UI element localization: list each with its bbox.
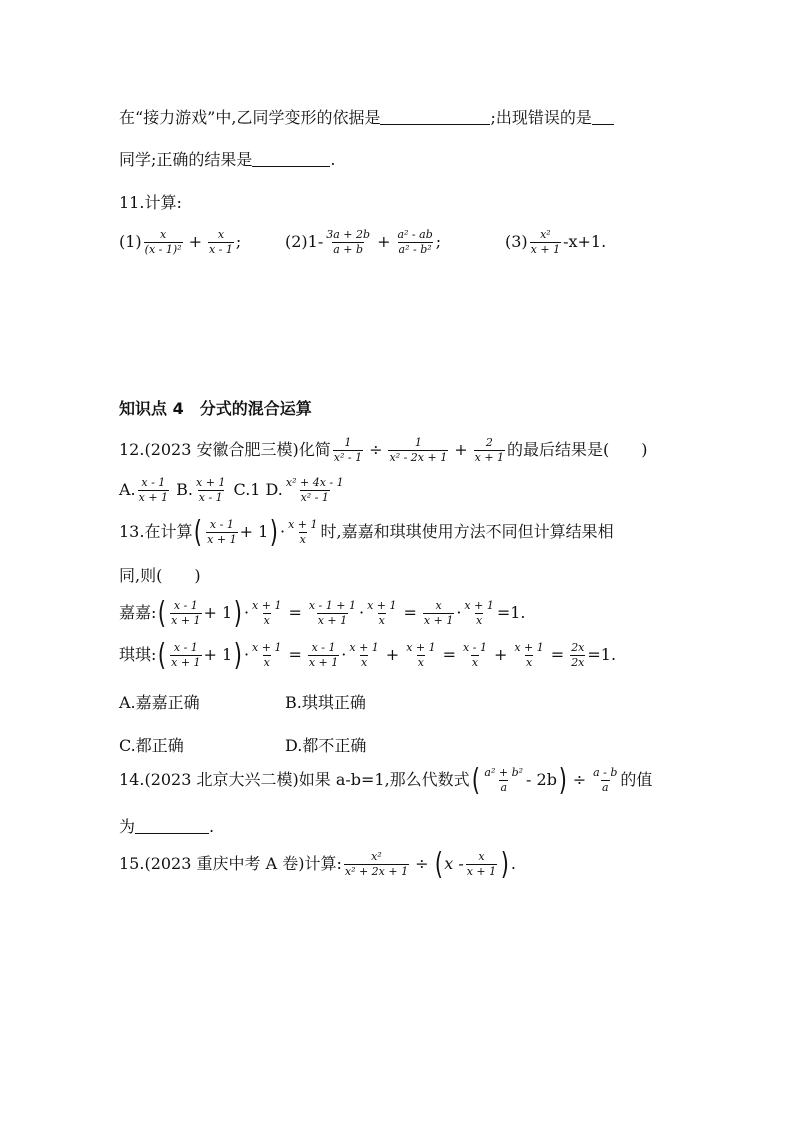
q13-option-d[interactable]: D.都不正确 [285,736,367,755]
fraction: $\frac{\text{a² - ab}}{\text{a² - b²}}$ [397,228,433,256]
option-d[interactable]: D. $\frac{\text{x² + 4x - 1}}{\text{x² - 1}}$ [265,476,344,504]
q13-option-b[interactable]: B.琪琪正确 [285,693,366,712]
q13-stem: 13.在计算 [119,522,193,541]
fraction: $\frac{x}{\text{(x - 1)²}}$ [144,228,182,256]
q14-line-1: 14.(2023 北京大兴二模)如果 a-b=1,那么代数式( $\frac{\text{a² + b²}}{a}$ - 2b) ÷ $\frac{a - b}{a}$ 的值 [119,762,653,798]
part-tag: (3) [505,232,528,251]
q11-part-3: (3) $\frac{\text{x²}}{x + 1}$ -x+1. [505,228,607,256]
q10-text-2: ;出现错误的是 [490,108,592,127]
option-a[interactable]: A. $\frac{x - 1}{x + 1}$ [119,476,169,504]
part-tag: (1) [119,232,142,251]
q13-line-2: 同,则( ) [119,566,201,585]
option-c[interactable]: C.1 [233,480,261,499]
q13-option-c[interactable]: C.都正确 [119,736,184,755]
q12-options [119,474,347,506]
q10-line-2 [119,150,336,170]
fraction: $\frac{3a + 2b}{a + b}$ [326,228,371,256]
section-heading: 知识点 4 分式的混合运算 [119,399,312,418]
fraction: $\frac{x}{x - 1}$ [208,228,233,256]
q13-option-a[interactable]: A.嘉嘉正确 [119,693,200,712]
period: . [330,150,336,169]
answer-blank-basis[interactable] [380,108,490,125]
part-tag: (2)1- [285,232,324,251]
fraction: $\frac{2}{x + 1}$ [474,436,505,464]
fraction: $\frac{1}{\text{x² - 2x + 1}}$ [389,436,448,464]
qiqi-label: 琪琪: [119,645,157,664]
q15-line: 15.(2023 重庆中考 A 卷)计算: $\frac{\text{x²}}{\text{x² + 2x + 1}}$ ÷ ( x - $\frac{x}{x + 1}$ ) . [119,846,516,882]
q10-line-1 [119,108,614,128]
fraction: $\frac{\text{x²}}{x + 1}$ [530,228,561,256]
q12-suffix: 的最后结果是( ) [507,440,648,459]
q11-part-2: (2)1- $\frac{3a + 2b}{a + b}$ + $\frac{\text{a² - ab}}{\text{a² - b²}}$ ; [285,228,442,256]
answer-blank-result[interactable] [252,150,330,167]
q11-label: 11.计算: [119,193,182,212]
answer-blank-student[interactable] [592,108,614,125]
option-b[interactable]: B. $\frac{x + 1}{x - 1}$ [176,476,226,504]
qiqi-solution: 琪琪:( $\frac{x - 1}{x + 1}$ + 1) · $\frac{x + 1}{x}$ = $\frac{x - 1}{x + 1}$ · $\frac{x + 1}{x}$ + $\frac{x + 1}{x}$ = $\frac{x - 1}{x}$ + $\frac{x + 1}{x}$ = $\frac{2x}{2x}$ =1. [119,637,617,673]
q10-text-1: 在“接力游戏”中,乙同学变形的依据是 [119,108,381,127]
jiajia-label: 嘉嘉: [119,603,157,622]
q14-line-2: 为 . [119,817,215,836]
fraction: $\frac{1}{\text{x² - 1}}$ [333,436,363,464]
q15-stem: 15.(2023 重庆中考 A 卷)计算: [119,854,342,873]
answer-blank-value[interactable] [135,817,209,834]
jiajia-solution: 嘉嘉:( $\frac{x - 1}{x + 1}$ + 1) · $\frac{x + 1}{x}$ = $\frac{x - 1 + 1}{x + 1}$ · $\frac{x + 1}{x}$ = $\frac{x}{x + 1}$ · $\frac{x + 1}{x}$ =1. [119,595,526,631]
q10-text-3: 同学;正确的结果是 [119,150,253,169]
q12-stem: 12.(2023 安徽合肥三模)化简 [119,440,331,459]
q12-line-1: 12.(2023 安徽合肥三模)化简 $\frac{1}{\text{x² - 1}}$ ÷ $\frac{1}{\text{x² - 2x + 1}}$ + $\frac{2}{x + 1}$ 的最后结果是( ) [119,436,648,464]
q13-line-1: 13.在计算( $\frac{x - 1}{x + 1}$ + 1) · $\frac{x + 1}{x}$ 时,嘉嘉和琪琪使用方法不同但计算结果相 [119,514,614,550]
q11-part-1: (1) $\frac{x}{\text{(x - 1)²}}$ + $\frac{x}{x - 1}$ ; [119,228,242,256]
q14-stem: 14.(2023 北京大兴二模)如果 a-b=1,那么代数式 [119,770,470,789]
